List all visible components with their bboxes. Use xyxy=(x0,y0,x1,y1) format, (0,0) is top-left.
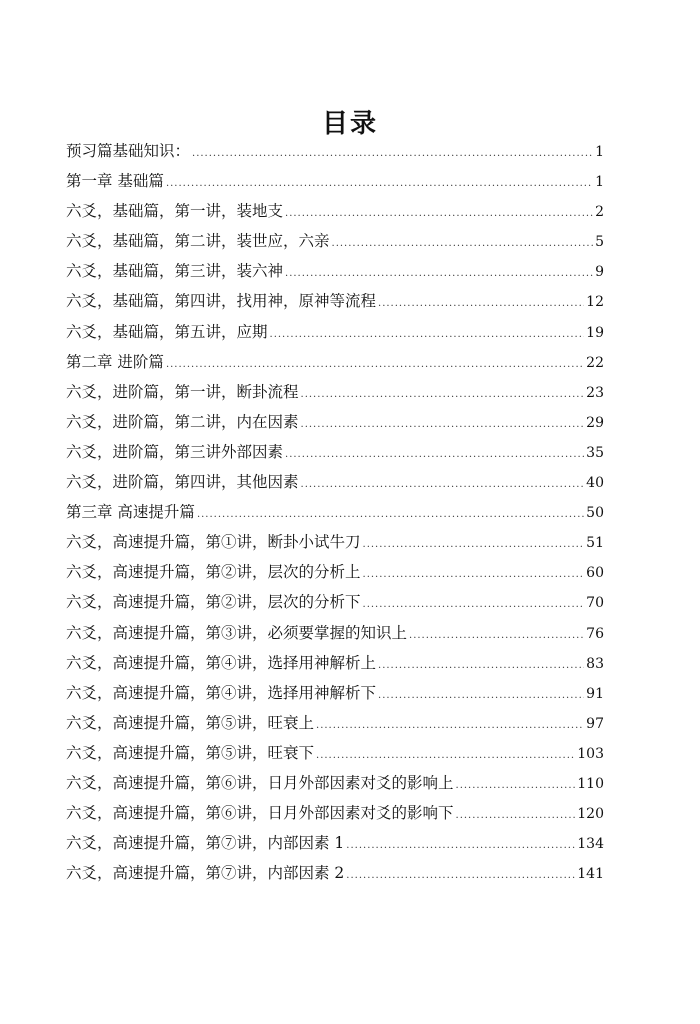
toc-entry-label: 六爻，基础篇，第五讲，应期 xyxy=(66,322,268,341)
dot-leader xyxy=(332,229,594,259)
toc-entry-page: 60 xyxy=(586,565,604,582)
toc-entry[interactable] xyxy=(66,136,604,166)
dot-leader xyxy=(285,440,584,470)
toc-entry-label: 六爻，基础篇，第三讲，装六神 xyxy=(66,262,284,281)
toc-entry-page: 97 xyxy=(586,715,604,732)
toc-entry-page: 1 xyxy=(595,174,604,191)
dot-leader xyxy=(285,259,593,289)
toc-entry-page: 22 xyxy=(586,354,604,371)
toc-entry-label: 第一章 基础篇 xyxy=(66,172,164,191)
toc-entry-label: 六爻，高速提升篇，第②讲，层次的分析上 xyxy=(66,563,361,582)
toc-entry-label: 六爻，高速提升篇，第④讲，选择用神解析下 xyxy=(66,683,377,702)
toc-entry-label: 六爻，高速提升篇，第⑦讲，内部因素 1 xyxy=(66,834,345,853)
toc-entry-label: 六爻，进阶篇，第二讲，内在因素 xyxy=(66,412,299,431)
toc-entry-label: 第三章 高速提升篇 xyxy=(66,503,195,522)
toc-entry-label: 六爻，高速提升篇，第③讲，必须要掌握的知识上 xyxy=(66,623,408,642)
toc-entry-page: 103 xyxy=(577,745,604,762)
dot-leader xyxy=(316,741,575,771)
toc-entry-label: 六爻，进阶篇，第一讲，断卦流程 xyxy=(66,382,299,401)
toc-entry-label: 六爻，基础篇，第一讲，装地支 xyxy=(66,202,284,221)
toc-entry[interactable] xyxy=(66,286,604,316)
toc-entry-page: 76 xyxy=(586,625,604,642)
toc-entry[interactable] xyxy=(66,618,604,648)
toc-entry[interactable] xyxy=(66,858,604,888)
toc-entry[interactable] xyxy=(66,527,604,557)
toc-entry[interactable] xyxy=(66,648,604,678)
toc-entry-page: 51 xyxy=(586,535,604,552)
toc-entry-label: 六爻，高速提升篇，第①讲，断卦小试牛刀 xyxy=(66,533,361,552)
toc-entry-page: 40 xyxy=(586,475,604,492)
toc-entry-page: 50 xyxy=(586,505,604,522)
dot-leader xyxy=(378,651,584,681)
toc-entry[interactable] xyxy=(66,437,604,467)
dot-leader xyxy=(301,410,585,440)
dot-leader xyxy=(192,139,593,169)
toc-entry-label: 六爻，高速提升篇，第⑦讲，内部因素 2 xyxy=(66,864,345,883)
toc-entry[interactable] xyxy=(66,407,604,437)
toc-entry-label: 六爻，高速提升篇，第⑤讲，旺衰下 xyxy=(66,743,315,762)
toc-entry-page: 9 xyxy=(595,264,604,281)
toc-entry-label: 六爻，高速提升篇，第②讲，层次的分析下 xyxy=(66,593,361,612)
toc-entry[interactable] xyxy=(66,317,604,347)
toc-entry-label: 六爻，高速提升篇，第⑤讲，旺衰上 xyxy=(66,713,315,732)
toc-entry-label: 六爻，高速提升篇，第⑥讲，日月外部因素对爻的影响上 xyxy=(66,773,454,792)
toc-entry[interactable] xyxy=(66,497,604,527)
dot-leader xyxy=(346,861,575,891)
toc-entry-page: 83 xyxy=(586,655,604,672)
toc-entry-label: 六爻，基础篇，第二讲，装世应，六亲 xyxy=(66,232,330,251)
toc-entry-page: 5 xyxy=(595,234,604,251)
toc-entry-page: 2 xyxy=(595,204,604,221)
toc-entry-label: 六爻，高速提升篇，第④讲，选择用神解析上 xyxy=(66,653,377,672)
toc-entry-page: 19 xyxy=(586,324,604,341)
dot-leader xyxy=(363,590,585,620)
toc-entry[interactable] xyxy=(66,226,604,256)
toc-entry-label: 第二章 进阶篇 xyxy=(66,352,164,371)
dot-leader xyxy=(197,500,584,530)
toc-entry[interactable] xyxy=(66,377,604,407)
toc-entry[interactable] xyxy=(66,587,604,617)
dot-leader xyxy=(301,380,585,410)
dot-leader xyxy=(456,771,576,801)
dot-leader xyxy=(409,621,584,651)
toc-entry-page: 141 xyxy=(577,866,604,883)
toc-entry-label: 六爻，进阶篇，第四讲，其他因素 xyxy=(66,473,299,492)
toc-entry[interactable] xyxy=(66,347,604,377)
dot-leader xyxy=(346,831,575,861)
toc-entry-label: 六爻，高速提升篇，第⑥讲，日月外部因素对爻的影响下 xyxy=(66,804,454,823)
dot-leader xyxy=(363,560,585,590)
page-title: 目录 xyxy=(321,109,378,139)
toc-entry-label: 预习篇基础知识： xyxy=(66,142,191,160)
toc-entry-page: 134 xyxy=(577,836,604,853)
toc-entry-label: 六爻，基础篇，第四讲，找用神，原神等流程 xyxy=(66,292,377,311)
toc-entry[interactable] xyxy=(66,467,604,497)
table-of-contents xyxy=(66,136,604,888)
toc-entry-page: 70 xyxy=(586,595,604,612)
toc-entry[interactable] xyxy=(66,708,604,738)
dot-leader xyxy=(270,320,585,350)
toc-entry-page: 120 xyxy=(577,806,604,823)
toc-entry-page: 35 xyxy=(586,444,604,461)
toc-entry-page: 1 xyxy=(595,144,604,160)
dot-leader xyxy=(301,470,585,500)
toc-entry-page: 110 xyxy=(577,775,604,792)
dot-leader xyxy=(285,199,593,229)
toc-entry[interactable] xyxy=(66,738,604,768)
toc-entry[interactable] xyxy=(66,256,604,286)
toc-entry-page: 23 xyxy=(586,384,604,401)
dot-leader xyxy=(378,289,584,319)
toc-entry-page: 12 xyxy=(586,294,604,311)
toc-entry[interactable] xyxy=(66,196,604,226)
toc-entry-label: 六爻，进阶篇，第三讲外部因素 xyxy=(66,442,284,461)
toc-entry[interactable] xyxy=(66,828,604,858)
toc-entry-page: 91 xyxy=(586,685,604,702)
dot-leader xyxy=(316,711,584,741)
toc-entry[interactable] xyxy=(66,678,604,708)
dot-leader xyxy=(166,350,584,380)
toc-entry[interactable] xyxy=(66,557,604,587)
toc-entry-page: 29 xyxy=(586,414,604,431)
dot-leader xyxy=(378,681,584,711)
dot-leader xyxy=(456,801,576,831)
dot-leader xyxy=(363,530,585,560)
toc-entry[interactable] xyxy=(66,166,604,196)
toc-entry[interactable] xyxy=(66,798,604,828)
dot-leader xyxy=(166,169,593,199)
toc-entry[interactable] xyxy=(66,768,604,798)
